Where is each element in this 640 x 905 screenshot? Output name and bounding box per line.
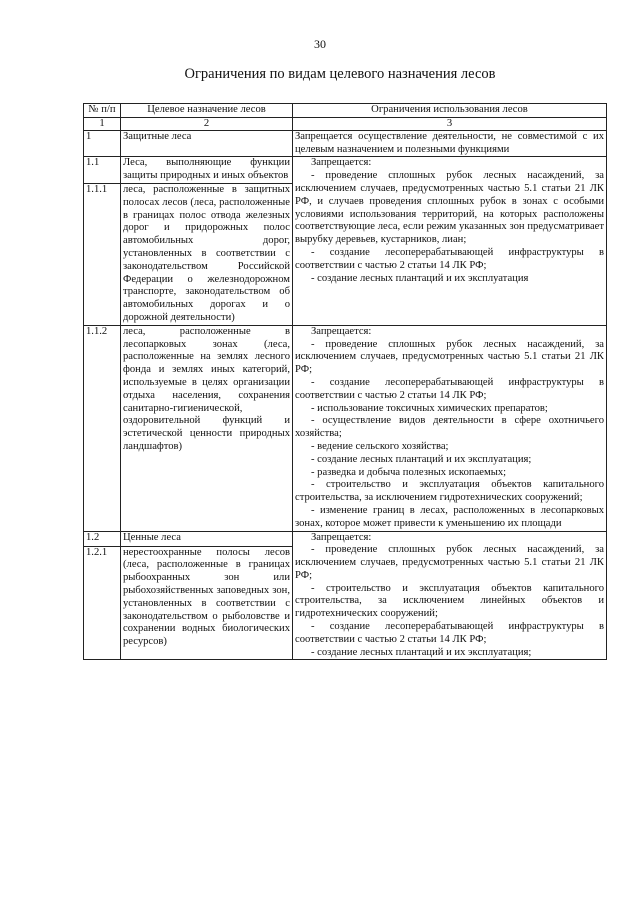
restriction-item: - изменение границ в лесах, расположенных в лесопарковых зонах, которое может привести к уменьшению их площади — [295, 504, 604, 529]
column-number: 3 — [293, 117, 607, 130]
row-restrictions — [293, 325, 607, 531]
header-num: № п/п — [84, 104, 121, 118]
restriction-item: - ведение сельского хозяйства; — [311, 440, 449, 452]
restriction-item: - создание лесоперерабатывающей инфраструктуры в соответствии с частью 2 статьи 14 ЛК РФ; — [295, 376, 604, 401]
row-restrictions — [293, 157, 607, 325]
restriction-item: - проведение сплошных рубок лесных насаждений, за исключением случаев, предусмотренных частью 5.1 статьи 21 ЛК РФ; — [295, 544, 604, 581]
restriction-item: Запрещается: — [311, 157, 372, 169]
restriction-item: - осуществление видов деятельности в сфере охотничьего хозяйства; — [295, 415, 604, 440]
restriction-item: Запрещается: — [311, 325, 372, 337]
row-purpose: Защитные леса — [121, 130, 293, 157]
table-row — [84, 325, 607, 531]
row-number: 1.1.1 — [84, 183, 121, 325]
row-purpose: нерестоохранные полосы лесов (леса, расположенные в границах рыбоохранных зон или рыбохозяйственных заповедных зон, установленных в соответствии с законодательством о рыболовстве и сохранении водных биологических ресурсов) — [121, 546, 293, 660]
restriction-item: - строительство и эксплуатация объектов капитального строительства, за исключением линейных объектов и гидротехнических сооружений; — [295, 582, 604, 620]
row-restrictions — [293, 531, 607, 660]
restriction-item: - создание лесных плантаций и их эксплуатация; — [311, 646, 532, 658]
restriction-item: Запрещается: — [311, 531, 372, 543]
row-purpose: Ценные леса — [121, 531, 293, 546]
restriction-item: - создание лесоперерабатывающей инфраструктуры в соответствии с частью 2 статьи 14 ЛК РФ; — [295, 621, 604, 645]
column-number: 1 — [84, 117, 121, 130]
header-purpose: Целевое назначение лесов — [121, 104, 293, 118]
row-number: 1.1.2 — [84, 325, 121, 531]
column-number-row — [84, 117, 607, 130]
column-number: 2 — [121, 117, 293, 130]
restriction-item: - строительство и эксплуатация объектов капитального строительства, за исключением гидротехнических сооружений; — [295, 479, 604, 504]
header-restrictions: Ограничения использования лесов — [293, 104, 607, 118]
row-purpose: леса, расположенные в лесопарковых зонах (леса, расположенные на землях лесного фонда и землях иных категорий, используемые в целях организации отдыха населения, сохранения санитарно-гигиенической, оздоровительной функций и эстетической ценности природных ландшафтов) — [121, 325, 293, 531]
document-title: Ограничения по видам целевого назначения лесов — [184, 66, 496, 82]
restriction-item: - создание лесоперерабатывающей инфраструктуры в соответствии с частью 2 статьи 14 ЛК РФ; — [295, 246, 604, 271]
restriction-item: - проведение сплошных рубок лесных насаждений, за исключением случаев, предусмотренных частью 5.1 статьи 21 ЛК РФ, и случаев проведения сплошных рубок в зонах с особыми условиями использования территорий, на которых расположены соответствующие леса, если режим указанных зон предусматривает вырубку деревьев, кустарников, лиан; — [295, 170, 604, 246]
table-header-row — [84, 104, 607, 118]
restriction-item: - создание лесных плантаций и их эксплуатация — [311, 272, 529, 284]
row-number: 1.2.1 — [84, 546, 121, 660]
restriction-item: - разведка и добыча полезных ископаемых; — [311, 466, 507, 478]
row-purpose: Леса, выполняющие функции защиты природных и иных объектов — [121, 157, 293, 184]
row-number: 1 — [84, 130, 121, 157]
restriction-item: - использование токсичных химических препаратов; — [311, 402, 548, 414]
restriction-item: - создание лесных плантаций и их эксплуатация; — [311, 453, 532, 465]
row-purpose: леса, расположенные в защитных полосах лесов (леса, расположенные в границах полос отвода железных дорог и придорожных полос автомобильных дорог, установленных в соответствии с законодательством Российской Федерации о железнодорожном транспорте, законодательством об автомобильных дорогах и о дорожной деятельности) — [121, 183, 293, 325]
restriction-item: - проведение сплошных рубок лесных насаждений, за исключением случаев, предусмотренных частью 5.1 статьи 21 ЛК РФ; — [295, 338, 604, 376]
row-restrictions — [293, 130, 607, 157]
row-number: 1.2 — [84, 531, 121, 546]
table-row — [84, 130, 607, 157]
table-row — [84, 531, 607, 546]
table-row — [84, 157, 607, 184]
restriction-item: Запрещается осуществление деятельности, не совместимой с их целевым назначением и полезными функциями — [295, 130, 604, 155]
row-number: 1.1 — [84, 157, 121, 184]
page-number: 30 — [314, 37, 326, 51]
restrictions-table — [83, 103, 607, 660]
